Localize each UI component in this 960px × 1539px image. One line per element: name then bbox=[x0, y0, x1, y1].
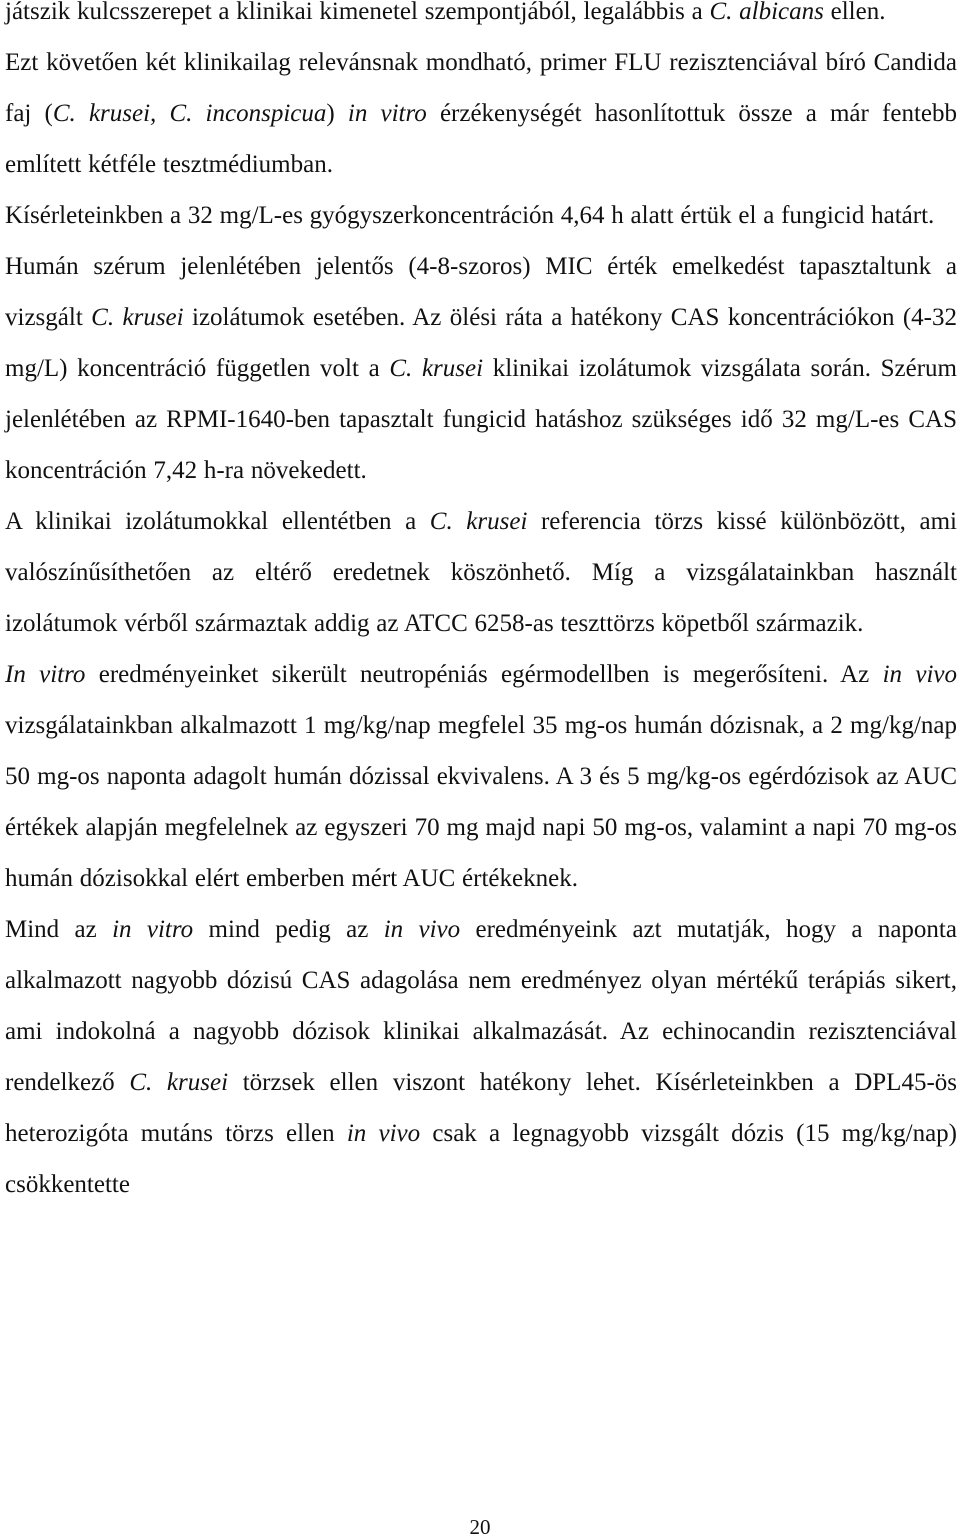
paragraph-p4 bbox=[5, 241, 957, 496]
text-run: ) bbox=[326, 100, 348, 127]
italic-term: C. krusei bbox=[389, 355, 484, 382]
italic-term: C. krusei, C. inconspicua bbox=[52, 100, 327, 127]
text-run: eredményeink azt mutatják, hogy a naponta alkalmazott nagyobb dózisú CAS adagolása nem eredményez olyan mértékű terápiás sikert, ami indokolná a nagyobb dózisok klinikai alkalmazását. Az echinocandin rezisztenciával rendelkező bbox=[5, 916, 957, 1096]
text-run: Kísérleteinkben a 32 mg/L-es gyógyszerkoncentráción 4,64 h alatt értük el a fungicid határt. bbox=[5, 202, 935, 229]
paragraph-p7 bbox=[5, 904, 957, 1210]
italic-term: C. krusei bbox=[129, 1069, 229, 1096]
italic-term: C. krusei bbox=[429, 508, 528, 535]
paragraph-p6 bbox=[5, 649, 957, 904]
text-run: törzsek ellen viszont hatékony lehet. Kísérleteinkben a DPL45-ös heterozigóta mutáns törzs ellen bbox=[5, 1069, 958, 1147]
text-run: A klinikai izolátumokkal ellentétben a bbox=[5, 508, 430, 535]
text-run: Humán szérum jelenlétében jelentős (4-8-szoros) MIC érték emelkedést tapasztaltunk a vizsgált bbox=[5, 253, 957, 331]
italic-term: C. krusei bbox=[91, 304, 184, 331]
italic-term: in vitro bbox=[112, 916, 194, 943]
text-run: érzékenységét hasonlítottuk össze a már fentebb említett kétféle tesztmédiumban. bbox=[5, 100, 957, 178]
italic-term: C. albicans bbox=[709, 0, 824, 25]
text-run: Mind az bbox=[5, 916, 113, 943]
paragraph-p2 bbox=[5, 37, 957, 190]
paragraph-p3 bbox=[5, 190, 957, 241]
body-text bbox=[5, 0, 957, 1210]
paragraph-p5 bbox=[5, 496, 957, 649]
text-run: klinikai izolátumok vizsgálata során. Szérum jelenlétében az RPMI-1640-ben tapasztalt fungicid hatáshoz szükséges idő 32 mg/L-es CAS koncentráción 7,42 h-ra növekedett. bbox=[5, 355, 957, 484]
text-run: vizsgálatainkban alkalmazott 1 mg/kg/nap megfelel 35 mg-os humán dózisnak, a 2 mg/kg/nap 50 mg-os naponta adagolt humán dózissal ekvivalens. A 3 és 5 mg/kg-os egérdózisok az AUC értékek alapján megfelelnek az egyszeri 70 mg majd napi 50 mg-os, valamint a napi 70 mg-os humán dózisokkal elért emberben mért AUC értékeknek. bbox=[5, 712, 957, 892]
paragraph-p1 bbox=[5, 0, 957, 37]
text-run: csak a legnagyobb vizsgált dózis (15 mg/kg/nap) csökkentette bbox=[5, 1120, 957, 1198]
document-page bbox=[5, 0, 957, 1210]
italic-term: In vitro bbox=[5, 661, 86, 688]
text-run: izolátumok esetében. Az ölési ráta a hatékony CAS koncentrációkon (4-32 mg/L) koncentráció független volt a bbox=[5, 304, 958, 382]
text-run: referencia törzs kissé különbözött, ami valószínűsíthetően az eltérő eredetnek köszönhető. Míg a vizsgálatainkban használt izolátumok vérből származtak addig az ATCC 6258-as teszttörzs köpetből származik. bbox=[5, 508, 957, 637]
text-run: játszik kulcsszerepet a klinikai kimenetel szempontjából, legalábbis a bbox=[5, 0, 710, 25]
italic-term: in vivo bbox=[383, 916, 461, 943]
text-run: eredményeinket sikerült neutropéniás egérmodellben is megerősíteni. Az bbox=[85, 661, 883, 688]
italic-term: in vitro bbox=[347, 100, 427, 127]
italic-term: in vivo bbox=[346, 1120, 421, 1147]
text-run: ellen. bbox=[823, 0, 886, 25]
text-run: Ezt követően két klinikailag relevánsnak mondható, primer FLU rezisztenciával bíró Candida faj ( bbox=[5, 49, 957, 127]
italic-term: in vivo bbox=[882, 661, 957, 688]
text-run: mind pedig az bbox=[193, 916, 384, 943]
page-number: 20 bbox=[469, 1515, 491, 1539]
